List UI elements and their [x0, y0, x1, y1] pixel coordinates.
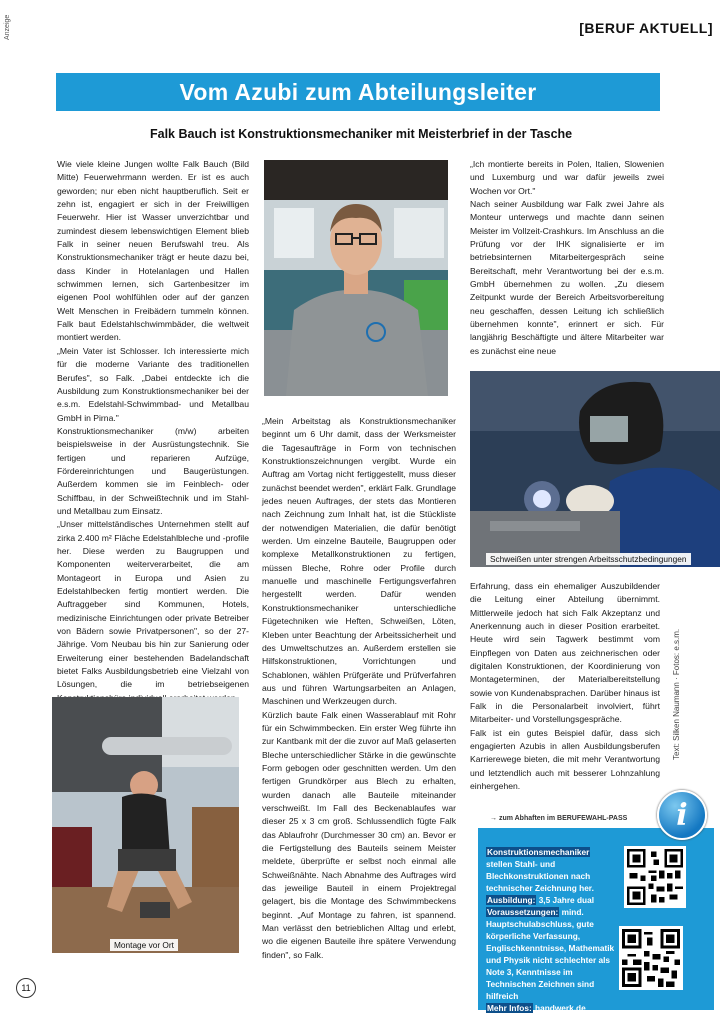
ad-label: Anzeige: [4, 14, 11, 40]
paragraph: Erfahrung, dass ein ehemaliger Auszubildender die Leitung einer Abteilung übernimmt. Mittlerweile jedoch hat sich Falk Akzeptanz und Anerkennung auch in dieser Position erarbeitet. Heute wird sein Tagwerk bestimmt vom Einpflegen von Daten aus zeichnerischen oder digitalen Konstruktionen, der Koordinierung von Montageterminen, der Materialbereitstellung sowie von Kundenabsprachen. Darüber hinaus ist Falk in die Personalarbeit involviert, führt Mitarbeiter- und Vorstellungsgespräche.: [470, 581, 660, 725]
paragraph: Nach seiner Ausbildung war Falk zwei Jahre als Monteur unterwegs und machte dann seinen Meister im Vollzeit-Crashkurs. Im Anschluss an die Prüfung vor der IHK signalisierte er im betriebsinternen Mitarbeitergespräch seine Bereitschaft, mehr Verantwortung bei der e.s.m. GmbH übernehmen zu wollen. „Zu diesem Zeitpunkt wurde der Bereich Arbeitsvorbereitung neu geschaffen, dessen Leitung ich schließlich übernehmen konnte", erinnert er sich. Für langjährig Beschäftigte und ältere Mitarbeiter war es zunächst eine neue: [470, 199, 664, 356]
assembly-caption: Montage vor Ort: [110, 939, 178, 951]
welding-photo: [470, 371, 720, 567]
info-line: Konstruktionsmechaniker stellen Stahl- und Blechkonstruktionen nach technischer Zeichnung her.: [486, 847, 594, 893]
info-line: Mehr Infos: handwerk.de berufenet.arbeitsagentur.de: [486, 1003, 596, 1025]
article-title: Vom Azubi zum Abteilungsleiter: [179, 78, 537, 105]
text-column-3-bottom: [470, 580, 660, 794]
info-link[interactable]: → zum Abhaften im BERUFEWAHL-PASS: [490, 815, 628, 822]
paragraph: Konstruktionsmechaniker (m/w) arbeiten beispielsweise in der Ausrüstungstechnik. Sie fertigen und reparieren Aufzüge, Fördereinrichtungen und Baugerüstungen. Außerdem kommen sie im Feinblech- oder Schiffbau, in der Schweißtechnik und im Stahl- und Metallbau zum Einsatz.: [57, 425, 249, 516]
text-column-1: [57, 158, 249, 705]
paragraph: „Ich montierte bereits in Polen, Italien, Slowenien und Luxemburg und war dafür jeweils zwei Wochen vor Ort.": [470, 159, 664, 196]
portrait-photo: [264, 160, 448, 396]
qr-code-icon[interactable]: [624, 846, 686, 908]
qr-code-icon[interactable]: [619, 926, 683, 990]
welding-caption: Schweißen unter strengen Arbeitsschutzbedingungen: [486, 553, 691, 565]
article-subtitle: Falk Bauch ist Konstruktionsmechaniker mit Meisterbrief in der Tasche: [150, 127, 573, 141]
info-line: Voraussetzungen: mind. Hauptschulabschluss, gute körperliche Verfassung, Englischkenntnisse, Mathematik und Physik nicht schlechter als Note 3, Kenntnisse im Technischen Zeichnen sind hilfreich: [486, 907, 615, 1001]
paragraph: „Mein Vater ist Schlosser. Ich interessierte mich für die moderne Variante des traditionellen Berufes", so Falk. „Dabei entdeckte ich die Ausbildung zum Konstruktionsmechaniker bei der e.s.m. Edelstahl-Schwimmbad- und Metallbau GmbH in Pirna.": [57, 345, 249, 423]
info-text: [486, 846, 618, 1026]
info-icon: i: [657, 790, 707, 840]
paragraph: Falk ist ein gutes Beispiel dafür, dass sich engagierten Azubis in allen Ausbildungsberufen Karrierewege bieten, die mit mehr Verantwortung und letztendlich auch mit besserer Lohnzahlung einhergehen.: [470, 727, 660, 792]
info-line: Ausbildung: 3,5 Jahre dual: [487, 895, 595, 905]
paragraph: Kürzlich baute Falk einen Wasserablauf mit Rohr für ein Schwimmbecken. Ein erster Weg führte ihn zur Kantbank mit der die zuvor auf Maß gelaserten Bleche unterschiedlicher Stärke in die gewünschte Form gebogen oder geschnitten werden. Um den fertigen Grundkörper aus Blech zu erhalten, wurden danach alle Bauteile miteinander verschweißt. Im Fall des Beckenablaufes war dieser 25 x 3 cm groß. Schlussendlich fügte Falk das Ablaufrohr (Durchmesser 30 cm) an. Bevor er die Fertigstellung des Bauteils seinem Meister meldete, überprüfte er selbst noch einmal alle Schweißnähte. Nach Abnahme des Auftrages wird das jeweilige Bauteil in einem Projektregal gelagert, bis die Montage des Schwimmbeckens beginnt. „Auf Montage zu fahren, ist spannend. Man verlässt den betrieblichen Alltag und erlebt, wo die eigenen Bauteile ihre spätere Verwendung finden", so Falk.: [262, 709, 456, 960]
assembly-photo: [52, 697, 239, 953]
text-column-3-top: [470, 158, 664, 358]
paragraph: „Mein Arbeitstag als Konstruktionsmechaniker beginnt um 6 Uhr damit, dass der Werksmeister die Tagesaufträge in Form von technischen Konstruktionszeichnungen vergibt. Wurde ein Auftrag am Vortag nicht fertiggestellt, muss dieser zunächst beendet werden", erklärt Falk. Grundlage jedes neuen Auftrages, der stets das Montieren nach Zeichnung zum Inhalt hat, ist die Stückliste der notwendigen Materialien, die dafür benötigt werden. Um einzelne Bauteile, Baugruppen oder komplexe Metallkonstruktionen zu fertigen, müssen Bleche, Rohre oder Profile durch manuelle und maschinelle Fertigungsverfahren hergestellt werden. Dafür wenden Konstruktionsmechaniker unterschiedliche Fügetechniken wie Heften, Schweißen, Löten, Kleben unter Beachtung der Arbeitssicherheit und des Umweltschutzes an. Außerdem erstellen sie Hilfskonstruktionen, Vorrichtungen und Schablonen, wählen Prüfgeräte und Prüfverfahren aus und führen Wartungsarbeiten an Anlagen, Maschinen und Werkzeugen durch.: [262, 416, 456, 707]
title-banner: [56, 73, 660, 111]
text-column-2: [262, 415, 456, 962]
section-tag: [BERUF AKTUELL]: [579, 20, 713, 36]
photo-credit: Text: Silken Naumann · Fotos: e.s.m.: [672, 628, 681, 760]
paragraph: Wie viele kleine Jungen wollte Falk Bauch (Bild Mitte) Feuerwehrmann werden. Er ist es auch geworden; nur eben nicht hauptberuflich. Seit er zehn ist, engagiert er sich in der Freiwilligen Feuerwehr. Hier ist Wasser unverzichtbar und zumindest diesem lebenswichtigen Element blieb Falk in seiner neuen Berufswahl treu. Als Konstruktionsmechaniker trägt er heute dazu bei, dass Kinder in Hotelanlagen und Hallen schwimmen lernen, sich Gartenbesitzer im eigenen Pool wohlfühlen oder auf der ganzen Welt Menschen in Freibädern tummeln können. Falk baut Edelstahlschwimmbäder, die weltweit montiert werden.: [57, 159, 249, 343]
paragraph: „Unser mittelständisches Unternehmen stellt auf zirka 2.400 m² Fläche Edelstahlbleche und -profile her. Diese werden zu Baugruppen und Komponenten weiterverarbeitet, die am Montageort in Europa und Asien zu Edelstahlbecken fertig montiert werden. Die Auftraggeber sind Kommunen, Hotels, medizinische Einrichtungen oder private Betreiber von Bädern sowie Privatpersonen", so der 27-Jährige. Vom Neubau bis hin zur Sanierung oder Erweiterung einer bestehenden Badelandschaft bietet Falks Ausbildungsbetrieb eine Vielzahl von Lösungen, die im betriebseigenen: [57, 519, 249, 690]
page-number: 11: [16, 978, 36, 998]
